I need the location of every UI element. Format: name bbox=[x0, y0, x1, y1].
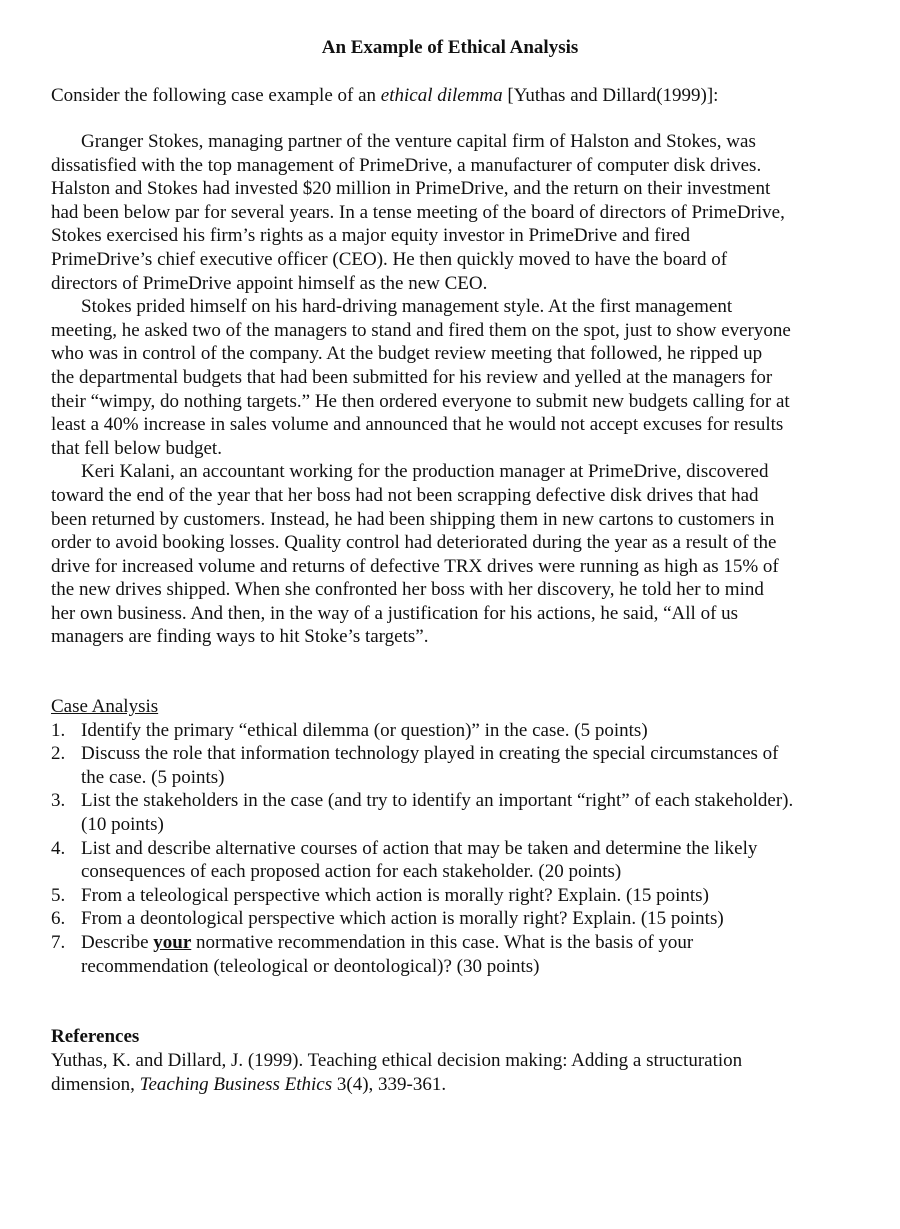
document-title: An Example of Ethical Analysis bbox=[321, 37, 579, 58]
case-line: Halston and Stokes had invested $20 million in PrimeDrive, and the return on their investment bbox=[51, 178, 771, 200]
case-line: the new drives shipped. When she confronted her boss with her discovery, he told her to mind bbox=[51, 579, 764, 601]
question-number: 1. bbox=[51, 719, 66, 741]
case-line: Keri Kalani, an accountant working for the production manager at PrimeDrive, discovered bbox=[81, 461, 769, 483]
case-line: the departmental budgets that had been submitted for his review and yelled at the managers for bbox=[51, 366, 773, 388]
case-line: toward the end of the year that her boss had not been scrapping defective disk drives that had bbox=[51, 484, 759, 506]
references bbox=[51, 1025, 871, 1097]
question-number: 5. bbox=[51, 884, 66, 906]
question-text-part: Describe bbox=[81, 931, 154, 953]
case-line: Granger Stokes, managing partner of the venture capital firm of Halston and Stokes, was bbox=[81, 131, 756, 152]
question-text bbox=[81, 742, 779, 789]
question-list bbox=[51, 719, 871, 931]
question-text bbox=[81, 837, 757, 884]
question-text bbox=[81, 789, 793, 836]
case-body bbox=[51, 130, 871, 649]
intro-line bbox=[51, 84, 871, 107]
reference-text: 3(4), 339-361. bbox=[332, 1074, 447, 1095]
question-number: 7. bbox=[51, 931, 66, 953]
case-line: dissatisfied with the top management of PrimeDrive, a manufacturer of computer disk drives. bbox=[51, 154, 762, 176]
case-line: who was in control of the company. At the budget review meeting that followed, he ripped up bbox=[51, 343, 763, 365]
question-line: Identify the primary “ethical dilemma (or question)” in the case. (5 points) bbox=[81, 719, 648, 741]
question-item bbox=[51, 742, 871, 789]
case-line: PrimeDrive’s chief executive officer (CEO). He then quickly moved to have the board of bbox=[51, 248, 728, 270]
emphasized-your: your bbox=[153, 931, 192, 953]
case-analysis-heading: Case Analysis bbox=[51, 696, 159, 717]
question-line: Discuss the role that information technology played in creating the special circumstances of bbox=[81, 743, 779, 765]
question-line: the case. (5 points) bbox=[81, 766, 225, 788]
question-line: recommendation (teleological or deontological)? (30 points) bbox=[81, 955, 540, 977]
question-number: 2. bbox=[51, 743, 66, 765]
intro-text: Consider the following case example of an bbox=[51, 85, 381, 106]
case-analysis bbox=[51, 695, 871, 978]
question-number: 6. bbox=[51, 908, 66, 930]
question-item bbox=[51, 907, 871, 931]
case-line: meeting, he asked two of the managers to stand and fired them on the spot, just to show everyone bbox=[51, 319, 791, 341]
question-text bbox=[81, 719, 648, 743]
case-line: that fell below budget. bbox=[51, 437, 222, 459]
case-paragraph bbox=[51, 460, 871, 649]
case-line: directors of PrimeDrive appoint himself as the new CEO. bbox=[51, 272, 488, 294]
reference-line bbox=[51, 1073, 871, 1097]
case-line: order to avoid booking losses. Quality control had deteriorated during the year as a result of the bbox=[51, 532, 777, 554]
question-line: List the stakeholders in the case (and try to identify an important “right” of each stakeholder). bbox=[81, 790, 794, 812]
case-line: her own business. And then, in the way of a justification for his actions, he said, “All of us bbox=[51, 602, 739, 624]
question-item bbox=[51, 719, 871, 743]
case-line: Stokes exercised his firm’s rights as a major equity investor in PrimeDrive and fired bbox=[51, 225, 690, 247]
question-text bbox=[81, 884, 709, 908]
question-item bbox=[51, 789, 871, 836]
case-line: had been below par for several years. In a tense meeting of the board of directors of PrimeDrive, bbox=[51, 201, 785, 223]
case-line: Stokes prided himself on his hard-driving management style. At the first management bbox=[81, 296, 733, 318]
case-paragraph bbox=[51, 130, 871, 295]
question-text bbox=[81, 931, 693, 978]
question-line: (10 points) bbox=[81, 813, 164, 835]
question-number: 3. bbox=[51, 790, 66, 812]
case-paragraph bbox=[51, 295, 871, 460]
reference-line: Yuthas, K. and Dillard, J. (1999). Teaching ethical decision making: Adding a structuration bbox=[51, 1050, 743, 1071]
question-line: From a teleological perspective which action is morally right? Explain. (15 points) bbox=[81, 884, 709, 906]
reference-text: dimension, bbox=[51, 1074, 140, 1095]
question-text bbox=[81, 907, 724, 931]
question-item bbox=[51, 884, 871, 908]
question-item bbox=[51, 931, 871, 978]
journal-title: Teaching Business Ethics bbox=[139, 1074, 333, 1095]
case-line: been returned by customers. Instead, he had been shipping them in new cartons to customers in bbox=[51, 508, 775, 530]
intro-emphasis: ethical dilemma bbox=[380, 85, 503, 106]
question-item bbox=[51, 837, 871, 884]
question-line: consequences of each proposed action for each stakeholder. (20 points) bbox=[81, 861, 622, 883]
question-line bbox=[81, 931, 693, 955]
case-line: their “wimpy, do nothing targets.” He then ordered everyone to submit new budgets calling for at bbox=[51, 390, 790, 412]
intro-citation: [Yuthas and Dillard(1999)]: bbox=[502, 85, 719, 106]
question-line: List and describe alternative courses of action that may be taken and determine the likely bbox=[81, 837, 758, 859]
question-line: From a deontological perspective which action is morally right? Explain. (15 points) bbox=[81, 908, 724, 930]
case-line: managers are finding ways to hit Stoke’s targets”. bbox=[51, 626, 429, 648]
question-number: 4. bbox=[51, 837, 66, 859]
question-text-part: normative recommendation in this case. What is the basis of your bbox=[191, 931, 694, 953]
references-heading: References bbox=[51, 1026, 140, 1047]
case-line: drive for increased volume and returns of defective TRX drives were running as high as 15% of bbox=[51, 555, 779, 577]
case-line: least a 40% increase in sales volume and announced that he would not accept excuses for results bbox=[51, 414, 784, 436]
